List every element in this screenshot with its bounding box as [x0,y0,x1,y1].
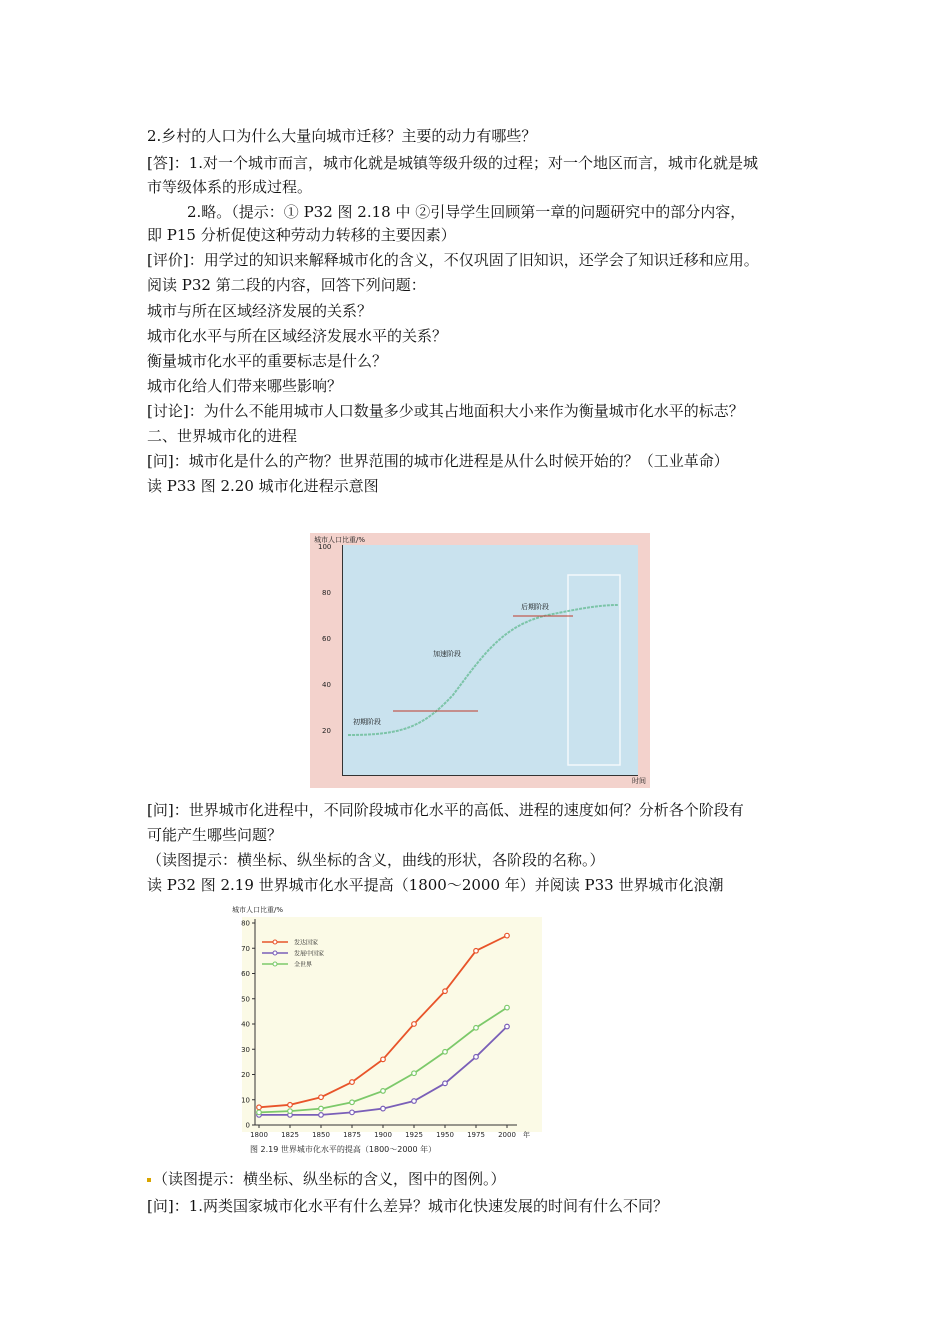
answer-2-cont: 即 P15 分析促使这种劳动力转移的主要因素） [147,226,456,244]
urbanization-process-figure [310,533,650,788]
figure1-ytick-80: 80 [322,589,331,597]
chart-svg [222,905,547,1141]
section-heading: 二、世界城市化的进程 [147,427,298,445]
question-d: 城市化给人们带来哪些影响？ [147,377,343,395]
answer-2: 2.略。（提示：① P32 图 2.18 中 ②引导学生回顾第一章的问题研究中的部分内容， [187,203,746,221]
stage-accel-label: 加速阶段 [433,650,461,658]
y-tick-label: 10 [241,1096,250,1105]
question-stages-cont: 可能产生哪些问题？ [147,826,283,844]
legend-label: 发展中国家 [294,950,325,958]
question-industrial: [问]：城市化是什么的产物？世界范围的城市化进程是从什么时候开始的？（工业革命） [147,452,729,470]
discussion: [讨论]：为什么不能用城市人口数量多少或其占地面积大小来作为衡量城市化水平的标志？ [147,402,744,420]
urbanization-level-chart [222,905,547,1165]
y-tick-label: 30 [241,1045,250,1054]
x-tick-label: 1825 [281,1131,299,1139]
data-point [381,1089,386,1094]
question-a: 城市与所在区域经济发展的关系？ [147,302,373,320]
x-tick-label: 1950 [436,1131,454,1139]
reading-hint-2 [147,1170,506,1188]
question-c: 衡量城市化水平的重要标志是什么？ [147,352,388,370]
reading-hint-1: （读图提示：横坐标、纵坐标的含义，曲线的形状，各阶段的名称。） [147,851,605,869]
data-point [443,1081,448,1086]
data-point [350,1110,355,1115]
x-tick-label: 1875 [343,1131,361,1139]
figure1-ytick-60: 60 [322,635,331,643]
figure1-ytick-40: 40 [322,681,331,689]
question-2: 2.乡村的人口为什么大量向城市迁移？主要的动力有哪些？ [147,127,537,145]
data-point [474,1055,479,1060]
data-point [412,1099,417,1104]
y-tick-label: 80 [241,919,250,928]
x-axis-label: 年 [523,1131,530,1139]
stage-early-label: 初期阶段 [353,718,381,726]
data-point [257,1110,262,1115]
x-tick-label: 1850 [312,1131,330,1139]
data-point [412,1022,417,1027]
figure1-ytick-100: 100 [318,543,332,551]
chart-caption: 图 2.19 世界城市化水平的提高（1800～2000 年） [250,1145,437,1154]
legend-marker [273,940,277,944]
y-tick-label: 60 [241,970,250,978]
x-tick-label: 1900 [374,1131,392,1139]
bullet-dot [147,1178,151,1182]
figure-2-20-ref: 读 P33 图 2.20 城市化进程示意图 [147,477,379,495]
y-tick-label: 0 [245,1121,250,1130]
data-point [350,1080,355,1085]
y-tick-label: 20 [241,1071,250,1079]
data-point [319,1113,324,1118]
legend-label: 全世界 [294,961,313,969]
data-point [319,1106,324,1111]
stage-late-label: 后期阶段 [521,603,549,611]
reading-prompt: 阅读 P32 第二段的内容，回答下列问题： [147,276,426,294]
question-difference: [问]：1.两类国家城市化水平有什么差异？城市化快速发展的时间有什么不同？ [147,1197,669,1215]
figure1-curve-svg [343,545,638,775]
data-point [443,1049,448,1054]
y-tick-label: 70 [241,944,250,953]
figure1-ytick-20: 20 [322,727,331,735]
data-point [381,1057,386,1062]
y-tick-label: 40 [241,1020,250,1029]
data-point [381,1106,386,1111]
evaluation: [评价]：用学过的知识来解释城市化的含义，不仅巩固了旧知识，还学会了知识迁移和应用。 [147,251,759,269]
data-point [443,989,448,994]
reading-hint-2-text: （读图提示：横坐标、纵坐标的含义，图中的图例。） [153,1170,506,1188]
data-point [319,1095,324,1100]
legend-marker [273,962,277,966]
legend-marker [273,951,277,955]
figure1-plot-area [342,545,638,776]
answer-1-cont: 市等级体系的形成过程。 [147,178,313,196]
urbanization-s-curve [348,605,618,735]
question-stages: [问]：世界城市化进程中，不同阶段城市化水平的高低、进程的速度如何？分析各个阶段有 [147,801,744,819]
data-point [474,948,479,953]
data-point [412,1071,417,1076]
data-point [474,1025,479,1030]
figure-2-19-ref: 读 P32 图 2.19 世界城市化水平提高（1800～2000 年）并阅读 P33 世界城市化浪潮 [147,876,724,894]
figure1-xlabel: 时间 [632,777,646,785]
data-point [350,1100,355,1105]
data-point [288,1103,293,1108]
legend-label: 发达国家 [294,939,319,947]
figure1-ylabel: 城市人口比重/% [314,536,366,544]
data-point [257,1105,262,1110]
chart-ytitle: 城市人口比重/% [232,906,284,914]
answer-1: [答]：1.对一个城市而言，城市化就是城镇等级升级的过程；对一个地区而言，城市化就是城 [147,154,759,172]
x-tick-label: 1925 [405,1131,423,1139]
data-point [505,1024,510,1029]
data-point [505,933,510,938]
y-tick-label: 50 [241,995,250,1004]
data-point [288,1109,293,1114]
series-line [259,1027,507,1115]
question-b: 城市化水平与所在区域经济发展水平的关系？ [147,327,448,345]
x-tick-label: 1975 [467,1131,485,1139]
x-tick-label: 1800 [250,1131,268,1139]
data-point [505,1005,510,1010]
x-tick-label: 2000 [498,1131,516,1139]
